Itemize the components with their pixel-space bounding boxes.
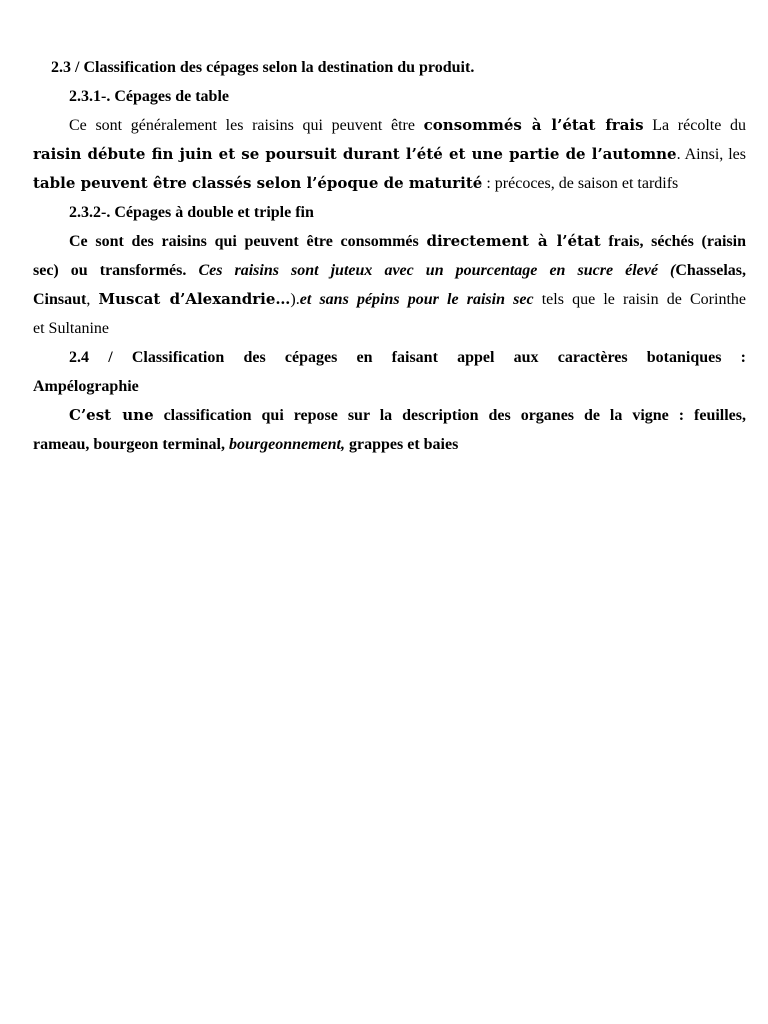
heading-2-4-line-1 [33,343,746,372]
heading-2-3: 2.3 / Classification des cépages selon la destination du produit. [51,59,475,76]
paragraph-ampelo-line-1 [33,401,746,430]
paragraph-table-line-1 [33,111,746,140]
text-run-emphasis: table peuvent être classés selon l’époque de maturité [33,174,483,192]
document-body [33,53,746,459]
heading-2-3-2: 2.3.2-. Cépages à double et triple fin [69,204,314,221]
text-run: frais, séchés (raisin [600,233,746,250]
text-run: sec) ou transformés. [33,262,199,279]
text-run-italic: bourgeonnement, [228,436,345,453]
text-run-italic: et sans pépins pour le raisin sec [299,291,534,308]
text-run: . Ainsi, les [676,146,746,163]
paragraph-table-line-2 [33,140,746,169]
text-run-emphasis: Muscat d’Alexandrie… [98,290,291,308]
text-run: grappes et baies [345,436,459,453]
text-run-italic: Ces raisins sont juteux avec un pourcentage en sucre élevé ( [198,262,676,279]
text-run: classification qui repose sur la description des organes de la vigne : feuilles, [153,407,747,424]
text-run: , [86,291,99,308]
text-run: Cinsaut [33,291,87,308]
heading-2-3-1: 2.3.1-. Cépages de table [69,88,229,105]
paragraph-double-line-4: et Sultanine [33,320,109,337]
text-run: La récolte du [643,117,746,134]
paragraph-double-line-3 [33,285,746,314]
text-run: rameau, bourgeon terminal, [33,436,229,453]
text-run: ). [290,291,300,308]
text-run-emphasis: C’est une [69,406,154,424]
text-run-emphasis: raisin débute fin juin et se poursuit durant l’été et une partie de l’automne [33,145,677,163]
text-run: : précoces, de saison et tardifs [482,175,679,192]
paragraph-double-line-1 [33,227,746,256]
paragraph-ampelo-line-2 [33,430,746,459]
paragraph-table-line-3 [33,169,746,198]
paragraph-double-line-2 [33,256,746,285]
text-run: 2.4 / Classification des cépages en faisant appel aux caractères botaniques : [69,349,746,366]
text-run: Ce sont généralement les raisins qui peuvent être [69,117,424,134]
text-run-emphasis: consommés à l’état frais [423,116,644,134]
text-run: Ce sont des raisins qui peuvent être consommés [69,233,427,250]
text-run: Chasselas, [675,262,746,279]
heading-2-4-line-2: Ampélographie [33,378,139,395]
text-run: tels que le raisin de Corinthe [533,291,746,308]
text-run-emphasis: directement à l’état [426,232,601,250]
